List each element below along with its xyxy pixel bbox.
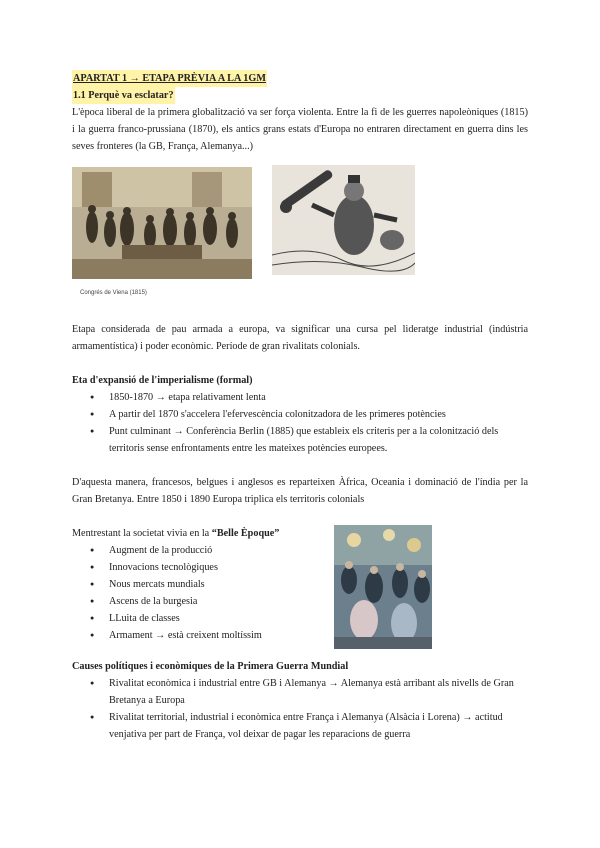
belle-epoque-intro: Mentrestant la societat vivia en la “Belle Èpoque” <box>72 528 280 539</box>
list-item: ● Nous mercats mundials <box>72 576 528 593</box>
document-page <box>72 70 528 743</box>
intro-paragraph: L'època liberal de la primera globalització va ser força violenta. Entre la fi de les guerres napoleòniques (1815) i la guerra franco-prussiana (1870), els antics grans estats d'Europa no entraren directament en guerra dins les seves fronteres (la GB, França, Alemanya...) <box>72 107 528 152</box>
imperialism-heading: Eta d'expansió de l'imperialisme (formal) <box>72 375 253 386</box>
section-subtitle: 1.1 Perquè va esclatar? <box>72 87 528 104</box>
armed-peace-paragraph: Etapa considerada de pau armada a europa, va significar una cursa pel lideratge industrial (indústria armamentística) i poder econòmic. Període de gran rivalitats colonials. <box>72 324 528 352</box>
list-item: ● Ascens de la burgesia <box>72 593 528 610</box>
list-item: ● Rivalitat econòmica i industrial entre GB i Alemanya → Alemanya està arribant als nivells de Gran Bretanya a Europa <box>72 675 528 709</box>
list-item: ● 1850-1870 → etapa relativament lenta <box>72 389 528 406</box>
list-item: ● A partir del 1870 s'accelera l'efervescència colonitzadora de les primeres potències <box>72 406 528 423</box>
image-caption: Congrés de Viena (1815) <box>80 290 147 296</box>
section-title: APARTAT 1 → ETAPA PRÈVIA A LA 1GM <box>72 70 528 87</box>
caricature-image <box>272 165 415 275</box>
causes-heading: Causes polítiques i econòmiques de la Primera Guerra Mundial <box>72 661 349 672</box>
belle-epoque-block <box>72 525 528 655</box>
belle-epoque-painting <box>334 525 432 649</box>
list-item: ● Armament → està creixent moltíssim <box>72 627 528 644</box>
congress-vienna-image <box>72 167 252 279</box>
imperialism-list <box>72 389 528 457</box>
causes-list <box>72 675 528 743</box>
list-item: ● Rivalitat territorial, industrial i econòmica entre França i Alemanya (Alsàcia i Lorena) → actitud venjativa per part de França, vol deixar de pagar les reparacions de guerra <box>72 709 528 743</box>
list-item: ● LLuita de classes <box>72 610 528 627</box>
belle-epoque-list <box>72 542 528 644</box>
list-item: ● Innovacions tecnològiques <box>72 559 528 576</box>
image-row <box>72 167 528 299</box>
list-item: ● Augment de la producció <box>72 542 528 559</box>
partition-paragraph: D'aquesta manera, francesos, belgues i anglesos es reparteixen Àfrica, Oceania i dominació de l'índia per la Gran Bretanya. Entre 1850 i 1890 Europa triplica els territoris colonials <box>72 477 528 505</box>
list-item: ● Punt culminant → Conferència Berlin (1885) que estableix els criteris per a la colonització dels territoris sense enfrontaments entre les mateixes potències europees. <box>72 423 528 457</box>
